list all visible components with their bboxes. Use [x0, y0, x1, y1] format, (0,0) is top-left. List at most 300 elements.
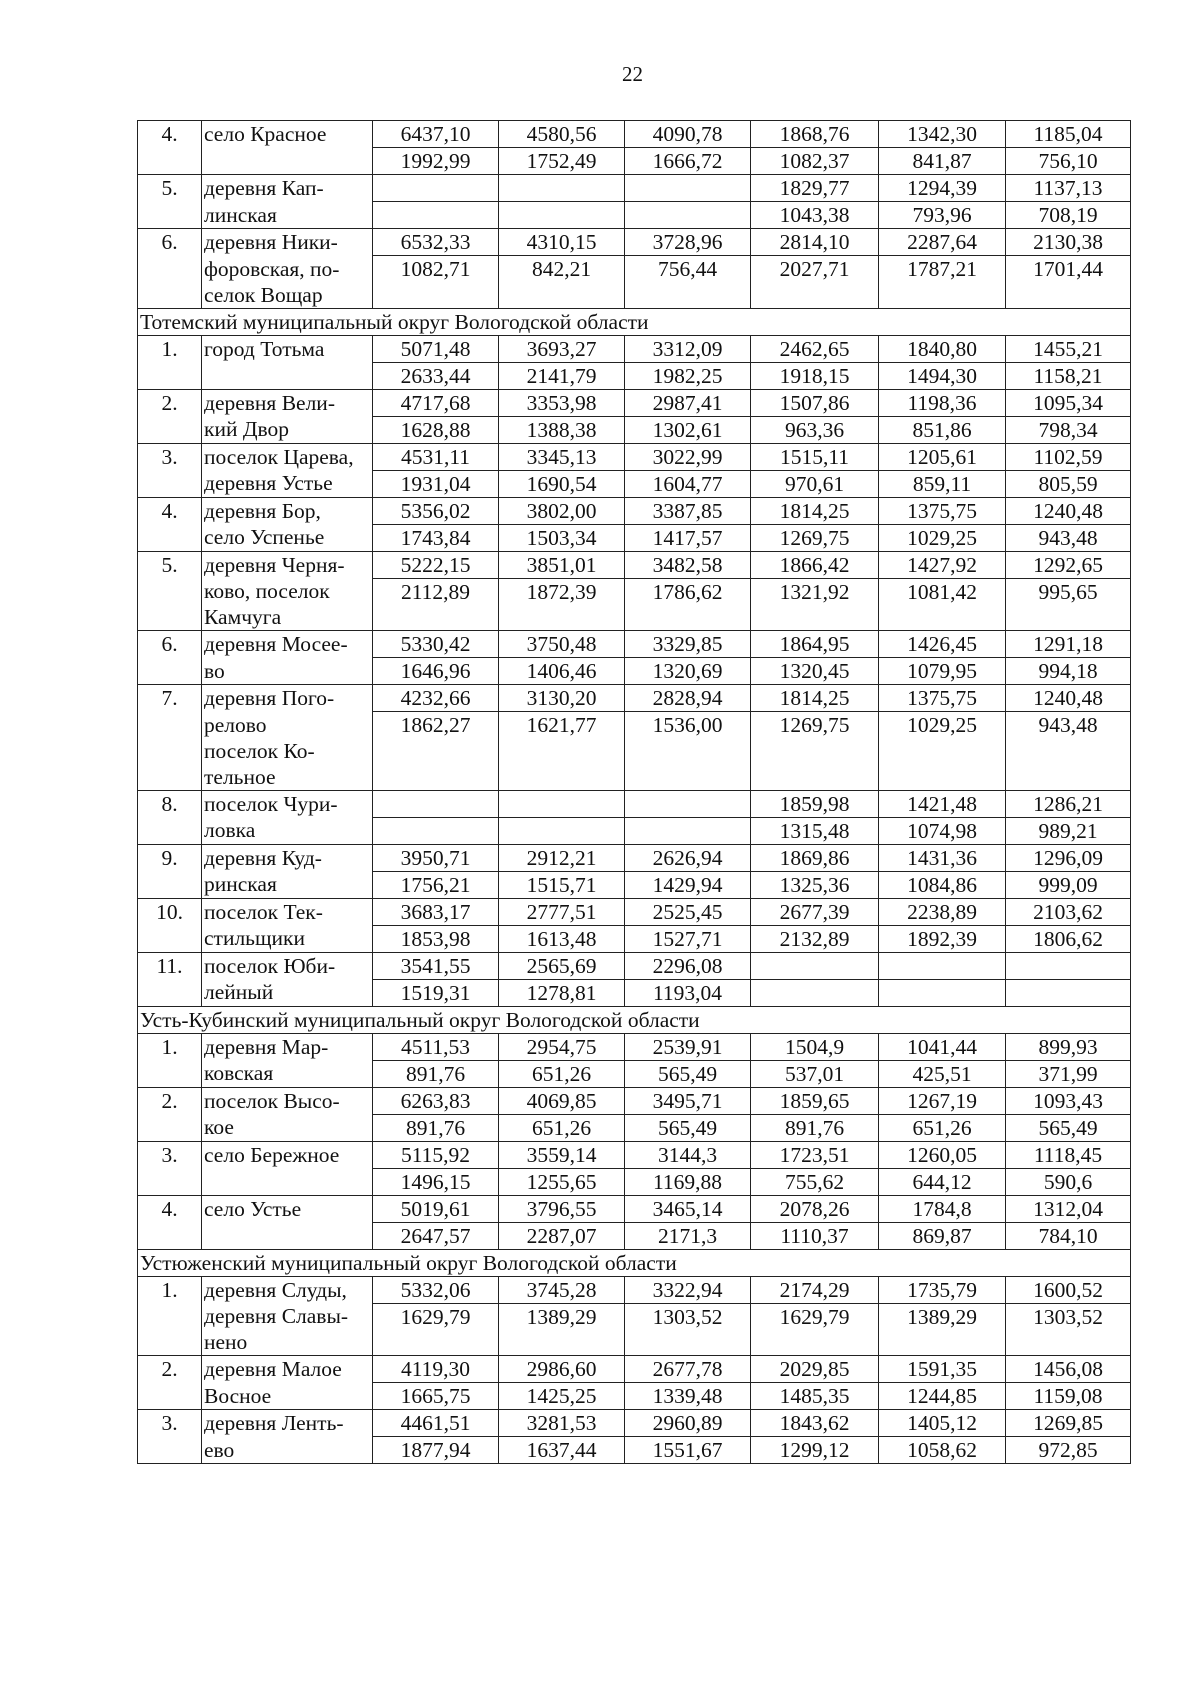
- tariff-value: 756,44: [625, 256, 751, 309]
- table-row: [138, 389, 1131, 416]
- tariff-value: 2954,75: [499, 1033, 625, 1060]
- tariff-value: 869,87: [879, 1222, 1006, 1249]
- tariff-value: 756,10: [1006, 148, 1131, 175]
- table-row: [138, 362, 1131, 389]
- tariff-value: 3022,99: [625, 443, 751, 470]
- tariff-value: 708,19: [1006, 202, 1131, 229]
- tariff-value: 1320,45: [751, 658, 879, 685]
- tariff-value: 1515,71: [499, 871, 625, 898]
- row-number-continued: [138, 362, 202, 389]
- tariff-value: 2141,79: [499, 362, 625, 389]
- tariff-value: 3281,53: [499, 1410, 625, 1437]
- tariff-value: [879, 952, 1006, 979]
- tariff-value: 1666,72: [625, 148, 751, 175]
- tariff-value: 2462,65: [751, 335, 879, 362]
- table-row: [138, 256, 1131, 309]
- tariff-value: 1082,37: [751, 148, 879, 175]
- tariff-value: 1701,44: [1006, 256, 1131, 309]
- row-number-continued: [138, 148, 202, 175]
- tariff-value: 1118,45: [1006, 1141, 1131, 1168]
- tariff-value: 2912,21: [499, 844, 625, 871]
- tariff-value: 3465,14: [625, 1195, 751, 1222]
- row-number: 8.: [138, 790, 202, 817]
- tariff-value: 1405,12: [879, 1410, 1006, 1437]
- table-row: [138, 790, 1131, 817]
- tariff-value: 1269,85: [1006, 1410, 1131, 1437]
- tariff-value: 1868,76: [751, 121, 879, 148]
- table-row: [138, 712, 1131, 791]
- tariff-value: 1375,75: [879, 497, 1006, 524]
- settlement-name: село Красное: [202, 121, 373, 148]
- tariff-value: [1006, 952, 1131, 979]
- settlement-name: поселок Чури-: [202, 790, 373, 817]
- table-row: [138, 631, 1131, 658]
- tariff-value: 943,48: [1006, 712, 1131, 791]
- tariff-value: 1982,25: [625, 362, 751, 389]
- tariff-value: 1082,71: [373, 256, 499, 309]
- tariff-value: 1267,19: [879, 1087, 1006, 1114]
- tariff-value: 1342,30: [879, 121, 1006, 148]
- row-number-continued: [138, 1303, 202, 1356]
- row-number: 11.: [138, 952, 202, 979]
- row-number: 4.: [138, 121, 202, 148]
- tariff-value: [373, 817, 499, 844]
- settlement-name: деревня Ники-: [202, 229, 373, 256]
- settlement-name: лейный: [202, 979, 373, 1006]
- tariff-value: 3541,55: [373, 952, 499, 979]
- tariff-value: 4232,66: [373, 685, 499, 712]
- settlement-name: деревня Мосее-: [202, 631, 373, 658]
- tariff-value: 3693,27: [499, 335, 625, 362]
- tariff-value: 1315,48: [751, 817, 879, 844]
- tariff-value: 1723,51: [751, 1141, 879, 1168]
- row-number: 2.: [138, 1087, 202, 1114]
- tariff-value: 1503,34: [499, 524, 625, 551]
- tariff-value: 1637,44: [499, 1437, 625, 1464]
- tariff-value: 4119,30: [373, 1356, 499, 1383]
- table-row: [138, 898, 1131, 925]
- tariff-value: 1515,11: [751, 443, 879, 470]
- tariff-value: [373, 790, 499, 817]
- tariff-value: 2078,26: [751, 1195, 879, 1222]
- district-row: [138, 1249, 1131, 1276]
- table-row: [138, 1141, 1131, 1168]
- tariff-value: 859,11: [879, 470, 1006, 497]
- tariff-value: 1504,9: [751, 1033, 879, 1060]
- tariff-value: 1551,67: [625, 1437, 751, 1464]
- settlement-name: село Бережное: [202, 1141, 373, 1168]
- tariff-value: 1426,45: [879, 631, 1006, 658]
- tariff-value: 2029,85: [751, 1356, 879, 1383]
- tariff-value: 972,85: [1006, 1437, 1131, 1464]
- tariff-value: 1869,86: [751, 844, 879, 871]
- district-name: Усть-Кубинский муниципальный округ Вологодской области: [138, 1006, 1131, 1033]
- tariff-value: 1198,36: [879, 389, 1006, 416]
- tariff-value: 1389,29: [879, 1303, 1006, 1356]
- tariff-value: 1629,79: [751, 1303, 879, 1356]
- tariff-value: 989,21: [1006, 817, 1131, 844]
- tariff-value: 1320,69: [625, 658, 751, 685]
- tariff-value: 1084,86: [879, 871, 1006, 898]
- table-row: [138, 979, 1131, 1006]
- tariff-value: 1303,52: [625, 1303, 751, 1356]
- tariff-value: 4090,78: [625, 121, 751, 148]
- tariff-value: 1519,31: [373, 979, 499, 1006]
- tariff-value: 943,48: [1006, 524, 1131, 551]
- settlement-name: ковская: [202, 1060, 373, 1087]
- tariff-value: 2132,89: [751, 925, 879, 952]
- tariff-value: 1621,77: [499, 712, 625, 791]
- tariff-value: 5330,42: [373, 631, 499, 658]
- table-row: [138, 1033, 1131, 1060]
- tariff-value: 1421,48: [879, 790, 1006, 817]
- settlement-name: ково, поселок Камчуга: [202, 578, 373, 631]
- tariff-value: 1029,25: [879, 524, 1006, 551]
- district-name: Устюженский муниципальный округ Вологодской области: [138, 1249, 1131, 1276]
- tariff-value: 3559,14: [499, 1141, 625, 1168]
- tariff-value: 1375,75: [879, 685, 1006, 712]
- tariff-value: 1205,61: [879, 443, 1006, 470]
- tariff-value: [499, 175, 625, 202]
- table-row: [138, 1410, 1131, 1437]
- district-name: Тотемский муниципальный округ Вологодской области: [138, 308, 1131, 335]
- tariff-value: 1628,88: [373, 416, 499, 443]
- tariff-value: 3387,85: [625, 497, 751, 524]
- settlement-name: ринская: [202, 871, 373, 898]
- tariff-value: 6437,10: [373, 121, 499, 148]
- tariff-value: 4511,53: [373, 1033, 499, 1060]
- tariff-value: 784,10: [1006, 1222, 1131, 1249]
- tariff-value: 2565,69: [499, 952, 625, 979]
- tariff-value: 4531,11: [373, 443, 499, 470]
- tariff-value: 1613,48: [499, 925, 625, 952]
- row-number: 2.: [138, 389, 202, 416]
- tariff-value: 651,26: [879, 1114, 1006, 1141]
- settlement-name: кий Двор: [202, 416, 373, 443]
- tariff-value: 590,6: [1006, 1168, 1131, 1195]
- row-number-continued: [138, 524, 202, 551]
- tariff-value: 2626,94: [625, 844, 751, 871]
- tariff-value: 2238,89: [879, 898, 1006, 925]
- tariff-value: 1294,39: [879, 175, 1006, 202]
- tariff-value: 1081,42: [879, 578, 1006, 631]
- tariff-value: 1102,59: [1006, 443, 1131, 470]
- tariff-value: 1456,08: [1006, 1356, 1131, 1383]
- tariff-value: 1169,88: [625, 1168, 751, 1195]
- tariff-value: 2296,08: [625, 952, 751, 979]
- tariff-value: 891,76: [373, 1060, 499, 1087]
- tariff-value: 2647,57: [373, 1222, 499, 1249]
- tariff-value: 1784,8: [879, 1195, 1006, 1222]
- tariff-table: [137, 120, 1131, 1464]
- settlement-name: город Тотьма: [202, 335, 373, 362]
- tariff-value: 2777,51: [499, 898, 625, 925]
- tariff-value: 2986,60: [499, 1356, 625, 1383]
- tariff-value: 1864,95: [751, 631, 879, 658]
- tariff-value: 1862,27: [373, 712, 499, 791]
- tariff-value: 1752,49: [499, 148, 625, 175]
- settlement-name: [202, 1168, 373, 1195]
- tariff-value: 1853,98: [373, 925, 499, 952]
- tariff-value: [373, 202, 499, 229]
- tariff-value: 1286,21: [1006, 790, 1131, 817]
- settlement-name: деревня Малое: [202, 1356, 373, 1383]
- tariff-value: 1786,62: [625, 578, 751, 631]
- tariff-value: 1406,46: [499, 658, 625, 685]
- tariff-value: 3745,28: [499, 1276, 625, 1303]
- table-row: [138, 497, 1131, 524]
- tariff-value: 1278,81: [499, 979, 625, 1006]
- settlement-name: кое: [202, 1114, 373, 1141]
- tariff-value: 1507,86: [751, 389, 879, 416]
- tariff-value: [499, 817, 625, 844]
- tariff-value: 651,26: [499, 1060, 625, 1087]
- tariff-value: 4069,85: [499, 1087, 625, 1114]
- tariff-value: 1389,29: [499, 1303, 625, 1356]
- tariff-value: 2287,07: [499, 1222, 625, 1249]
- tariff-value: 3322,94: [625, 1276, 751, 1303]
- tariff-value: 3345,13: [499, 443, 625, 470]
- settlement-name: ловка: [202, 817, 373, 844]
- tariff-value: 1629,79: [373, 1303, 499, 1356]
- table-row: [138, 1222, 1131, 1249]
- tariff-value: 1425,25: [499, 1383, 625, 1410]
- tariff-value: 4461,51: [373, 1410, 499, 1437]
- tariff-value: 1041,44: [879, 1033, 1006, 1060]
- tariff-value: 2828,94: [625, 685, 751, 712]
- tariff-value: 5332,06: [373, 1276, 499, 1303]
- tariff-value: 3750,48: [499, 631, 625, 658]
- settlement-name: деревня Вели-: [202, 389, 373, 416]
- row-number: 5.: [138, 551, 202, 578]
- settlement-name: [202, 148, 373, 175]
- settlement-name: деревня Пого-: [202, 685, 373, 712]
- tariff-value: 537,01: [751, 1060, 879, 1087]
- tariff-value: 1043,38: [751, 202, 879, 229]
- tariff-value: 1859,65: [751, 1087, 879, 1114]
- table-row: [138, 175, 1131, 202]
- tariff-value: 1494,30: [879, 362, 1006, 389]
- tariff-value: 1735,79: [879, 1276, 1006, 1303]
- tariff-value: 798,34: [1006, 416, 1131, 443]
- tariff-value: 891,76: [373, 1114, 499, 1141]
- tariff-value: 1859,98: [751, 790, 879, 817]
- tariff-value: 1158,21: [1006, 362, 1131, 389]
- tariff-value: 2814,10: [751, 229, 879, 256]
- settlement-name: [202, 1222, 373, 1249]
- tariff-value: 2987,41: [625, 389, 751, 416]
- table-row: [138, 1276, 1131, 1303]
- tariff-value: [625, 817, 751, 844]
- tariff-value: 1600,52: [1006, 1276, 1131, 1303]
- row-number-continued: [138, 1222, 202, 1249]
- tariff-value: 1992,99: [373, 148, 499, 175]
- settlement-name: Восное: [202, 1383, 373, 1410]
- row-number-continued: [138, 202, 202, 229]
- row-number: 6.: [138, 631, 202, 658]
- row-number-continued: [138, 1114, 202, 1141]
- tariff-value: 1058,62: [879, 1437, 1006, 1464]
- settlement-name: деревня Кап-: [202, 175, 373, 202]
- tariff-value: 3329,85: [625, 631, 751, 658]
- tariff-value: 1159,08: [1006, 1383, 1131, 1410]
- tariff-value: 1269,75: [751, 524, 879, 551]
- tariff-value: 2960,89: [625, 1410, 751, 1437]
- tariff-value: 1296,09: [1006, 844, 1131, 871]
- tariff-value: 1255,65: [499, 1168, 625, 1195]
- tariff-value: 999,09: [1006, 871, 1131, 898]
- row-number: 2.: [138, 1356, 202, 1383]
- tariff-value: 2539,91: [625, 1033, 751, 1060]
- row-number-continued: [138, 1060, 202, 1087]
- tariff-value: 3312,09: [625, 335, 751, 362]
- tariff-value: 1240,48: [1006, 497, 1131, 524]
- tariff-value: 5222,15: [373, 551, 499, 578]
- table-row: [138, 229, 1131, 256]
- tariff-value: 4717,68: [373, 389, 499, 416]
- tariff-value: 1093,43: [1006, 1087, 1131, 1114]
- tariff-value: 1260,05: [879, 1141, 1006, 1168]
- district-row: [138, 1006, 1131, 1033]
- table-row: [138, 1195, 1131, 1222]
- tariff-value: 2130,38: [1006, 229, 1131, 256]
- row-number: 5.: [138, 175, 202, 202]
- table-row: [138, 416, 1131, 443]
- tariff-value: 1756,21: [373, 871, 499, 898]
- settlement-name: поселок Юби-: [202, 952, 373, 979]
- tariff-value: 1604,77: [625, 470, 751, 497]
- settlement-name: деревня Ленть-: [202, 1410, 373, 1437]
- tariff-value: 644,12: [879, 1168, 1006, 1195]
- row-number-continued: [138, 1168, 202, 1195]
- table-row: [138, 551, 1131, 578]
- settlement-name: релово поселок Ко- тельное: [202, 712, 373, 791]
- tariff-value: 1814,25: [751, 497, 879, 524]
- tariff-value: 1918,15: [751, 362, 879, 389]
- tariff-value: [879, 979, 1006, 1006]
- settlement-name: во: [202, 658, 373, 685]
- tariff-value: 1074,98: [879, 817, 1006, 844]
- tariff-value: 1496,15: [373, 1168, 499, 1195]
- tariff-value: 1291,18: [1006, 631, 1131, 658]
- tariff-value: 1321,92: [751, 578, 879, 631]
- table-row: [138, 1060, 1131, 1087]
- tariff-value: 5071,48: [373, 335, 499, 362]
- row-number: 1.: [138, 1033, 202, 1060]
- tariff-value: 1427,92: [879, 551, 1006, 578]
- table-row: [138, 470, 1131, 497]
- settlement-name: поселок Высо-: [202, 1087, 373, 1114]
- table-row: [138, 1437, 1131, 1464]
- tariff-value: 1110,37: [751, 1222, 879, 1249]
- row-number: 4.: [138, 1195, 202, 1222]
- row-number: 1.: [138, 335, 202, 362]
- tariff-value: 1312,04: [1006, 1195, 1131, 1222]
- tariff-value: 1079,95: [879, 658, 1006, 685]
- tariff-value: 841,87: [879, 148, 1006, 175]
- tariff-value: 970,61: [751, 470, 879, 497]
- tariff-value: 565,49: [1006, 1114, 1131, 1141]
- tariff-value: 1527,71: [625, 925, 751, 952]
- tariff-value: 1269,75: [751, 712, 879, 791]
- row-number-continued: [138, 925, 202, 952]
- tariff-value: 425,51: [879, 1060, 1006, 1087]
- tariff-value: 3495,71: [625, 1087, 751, 1114]
- table-row: [138, 844, 1131, 871]
- tariff-value: 3683,17: [373, 898, 499, 925]
- tariff-value: 2174,29: [751, 1276, 879, 1303]
- row-number: 6.: [138, 229, 202, 256]
- tariff-value: [373, 175, 499, 202]
- row-number-continued: [138, 416, 202, 443]
- row-number-continued: [138, 817, 202, 844]
- table-row: [138, 817, 1131, 844]
- table-row: [138, 121, 1131, 148]
- tariff-value: 805,59: [1006, 470, 1131, 497]
- settlement-name: деревня Устье: [202, 470, 373, 497]
- tariff-value: 963,36: [751, 416, 879, 443]
- settlement-name: поселок Царева,: [202, 443, 373, 470]
- table-row: [138, 1303, 1131, 1356]
- settlement-name: стильщики: [202, 925, 373, 952]
- tariff-value: 371,99: [1006, 1060, 1131, 1087]
- tariff-value: 5019,61: [373, 1195, 499, 1222]
- tariff-value: 1431,36: [879, 844, 1006, 871]
- tariff-value: 1892,39: [879, 925, 1006, 952]
- tariff-value: 2525,45: [625, 898, 751, 925]
- tariff-value: 1095,34: [1006, 389, 1131, 416]
- table-row: [138, 952, 1131, 979]
- tariff-value: 1299,12: [751, 1437, 879, 1464]
- row-number-continued: [138, 470, 202, 497]
- tariff-value: 1840,80: [879, 335, 1006, 362]
- tariff-value: 793,96: [879, 202, 1006, 229]
- tariff-value: 1417,57: [625, 524, 751, 551]
- tariff-value: 1137,13: [1006, 175, 1131, 202]
- table-row: [138, 1168, 1131, 1195]
- tariff-value: 3353,98: [499, 389, 625, 416]
- row-number: 3.: [138, 1410, 202, 1437]
- tariff-value: 3796,55: [499, 1195, 625, 1222]
- tariff-value: 3130,20: [499, 685, 625, 712]
- tariff-value: 565,49: [625, 1060, 751, 1087]
- table-row: [138, 148, 1131, 175]
- tariff-value: 755,62: [751, 1168, 879, 1195]
- tariff-value: 651,26: [499, 1114, 625, 1141]
- tariff-value: [499, 202, 625, 229]
- tariff-value: 1029,25: [879, 712, 1006, 791]
- settlement-name: деревня Славы- нено: [202, 1303, 373, 1356]
- tariff-value: 1877,94: [373, 1437, 499, 1464]
- settlement-name: поселок Тек-: [202, 898, 373, 925]
- settlement-name: линская: [202, 202, 373, 229]
- tariff-value: 2112,89: [373, 578, 499, 631]
- tariff-value: 2287,64: [879, 229, 1006, 256]
- tariff-value: 994,18: [1006, 658, 1131, 685]
- tariff-value: 1302,61: [625, 416, 751, 443]
- tariff-value: 1806,62: [1006, 925, 1131, 952]
- row-number: 4.: [138, 497, 202, 524]
- row-number: 7.: [138, 685, 202, 712]
- tariff-value: 1690,54: [499, 470, 625, 497]
- tariff-value: 2633,44: [373, 362, 499, 389]
- district-row: [138, 308, 1131, 335]
- tariff-value: 4580,56: [499, 121, 625, 148]
- tariff-value: [1006, 979, 1131, 1006]
- row-number: 3.: [138, 443, 202, 470]
- tariff-value: 1787,21: [879, 256, 1006, 309]
- tariff-value: [499, 790, 625, 817]
